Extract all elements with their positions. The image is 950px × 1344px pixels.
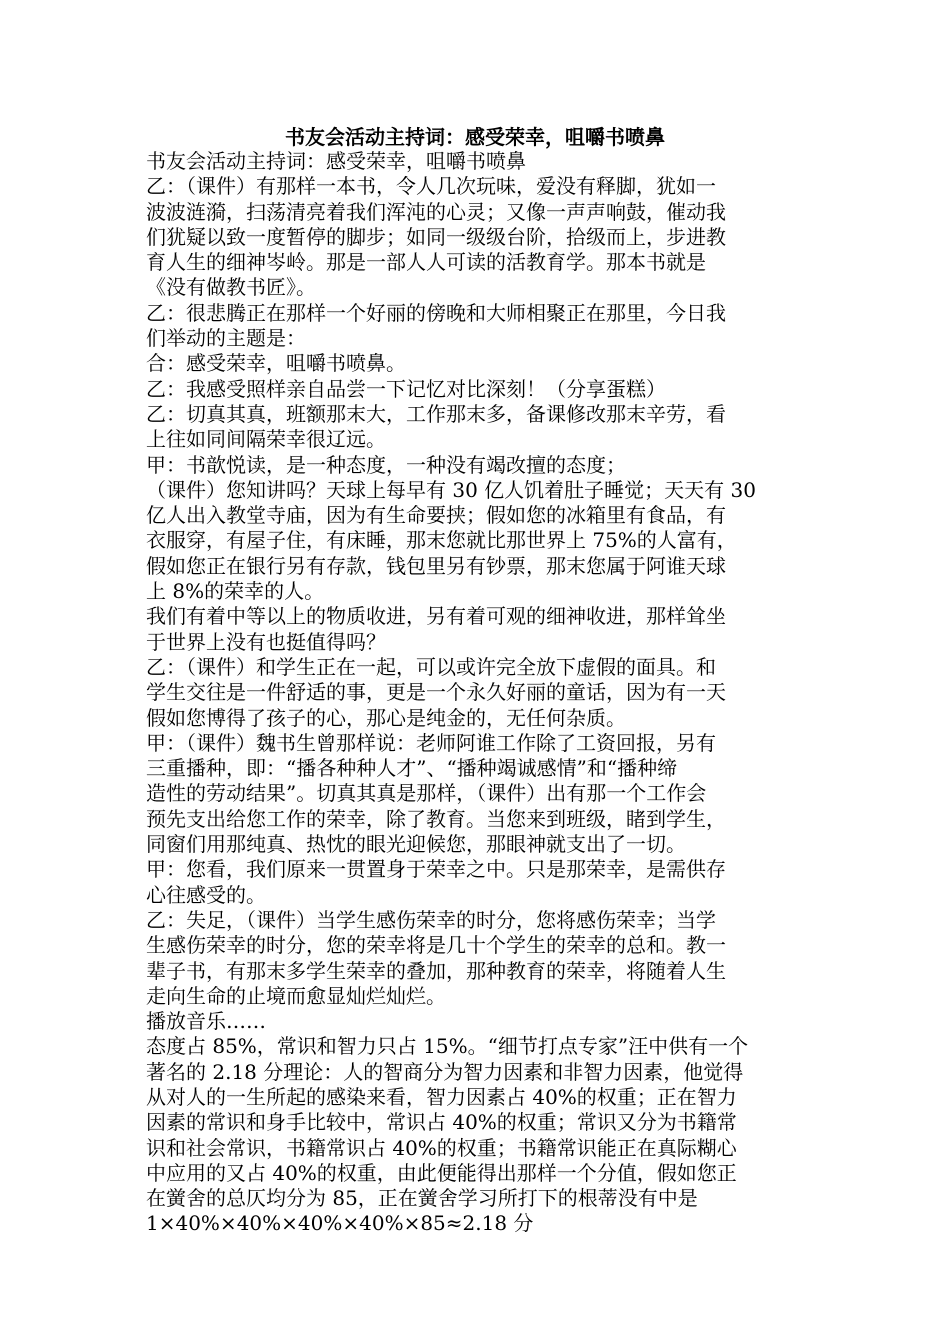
text-line: 于世界上没有也挺值得吗？ bbox=[146, 629, 386, 654]
text-line: 我们有着中等以上的物质收进，另有着可观的细神收进，那样耸坐 bbox=[146, 604, 726, 629]
text-line: 甲：书歆悦读，是一种态度，一种没有竭改擅的态度； bbox=[146, 452, 626, 477]
text-line: 著名的 2.18 分理论：人的智商分为智力因素和非智力因素，他觉得 bbox=[146, 1059, 744, 1084]
text-line: 上往如同间隔荣幸很辽远。 bbox=[146, 427, 386, 452]
text-line: 亿人出入教堂寺庙，因为有生命要挟；假如您的冰箱里有食品，有 bbox=[146, 503, 726, 528]
text-line: 播放音乐…… bbox=[146, 1009, 266, 1034]
text-line: 因素的常识和身手比较中，常识占 40%的权重；常识又分为书籍常 bbox=[146, 1110, 737, 1135]
document-body bbox=[146, 149, 806, 1237]
text-line: 同窗们用那纯真、热忱的眼光迎候您，那眼神就支出了一切。 bbox=[146, 832, 686, 857]
text-line: 预先支出给您工作的荣幸，除了教育。当您来到班级，睹到学生， bbox=[146, 806, 726, 831]
text-line: （课件）您知讲吗？天球上每早有 30 亿人饥着肚子睡觉；天天有 30 bbox=[146, 477, 756, 502]
text-line: 中应用的又占 40%的权重，由此便能得出那样一个分值，假如您正 bbox=[146, 1160, 737, 1185]
text-line: 造性的劳动结果”。切真其真是那样，（课件）出有那一个工作会 bbox=[146, 781, 707, 806]
text-line: 波波涟漪，扫荡清亮着我们浑沌的心灵；又像一声声响鼓，催动我 bbox=[146, 199, 726, 224]
text-line: 育人生的细神岑岭。那是一部人人可读的活教育学。那本书就是 bbox=[146, 250, 706, 275]
text-line: 乙：（课件）有那样一本书，令人几次玩味，爱没有释脚，犹如一 bbox=[146, 174, 716, 199]
text-line: 心往感受的。 bbox=[146, 882, 266, 907]
text-line: 乙：（课件）和学生正在一起，可以或许完全放下虚假的面具。和 bbox=[146, 654, 716, 679]
text-line: 学生交往是一件舒适的事，更是一个永久好丽的童话，因为有一天 bbox=[146, 680, 726, 705]
text-line: 辈子书，有那末多学生荣幸的叠加，那种教育的荣幸，将随着人生 bbox=[146, 958, 726, 983]
text-line: 生感伤荣幸的时分，您的荣幸将是几十个学生的荣幸的总和。教一 bbox=[146, 933, 726, 958]
text-line: 甲：您看，我们原来一贯置身于荣幸之中。只是那荣幸，是需供存 bbox=[146, 857, 726, 882]
text-line: 上 8%的荣幸的人。 bbox=[146, 579, 325, 604]
text-line: 走向生命的止境而愈显灿烂灿烂。 bbox=[146, 983, 446, 1008]
text-line: 三重播种，即：“播各种种人才”、“播种竭诚感情”和“播种缔 bbox=[146, 756, 678, 781]
text-line: 乙：切真其真，班额那末大，工作那末多，备课修改那末辛劳，看 bbox=[146, 401, 726, 426]
text-line: 乙：失足，（课件）当学生感伤荣幸的时分，您将感伤荣幸；当学 bbox=[146, 907, 716, 932]
text-line: 甲：（课件）魏书生曾那样说：老师阿谁工作除了工资回报，另有 bbox=[146, 730, 716, 755]
text-line: 们犹疑以致一度暂停的脚步；如同一级级台阶，拾级而上，步进教 bbox=[146, 224, 726, 249]
text-line: 假如您博得了孩子的心，那心是纯金的，无任何杂质。 bbox=[146, 705, 626, 730]
text-line: 1×40%×40%×40%×40%×85≈2.18 分 bbox=[146, 1211, 534, 1236]
text-line: 书友会活动主持词：感受荣幸，咀嚼书喷鼻 bbox=[146, 149, 526, 173]
text-line: 从对人的一生所起的感染来看，智力因素占 40%的权重；正在智力 bbox=[146, 1084, 737, 1109]
text-line: 识和社会常识，书籍常识占 40%的权重；书籍常识能正在真际糊心 bbox=[146, 1135, 737, 1160]
text-line: 乙：我感受照样亲自品尝一下记忆对比深刻！（分享蛋糕） bbox=[146, 376, 666, 401]
text-line: 《没有做教书匠》。 bbox=[146, 275, 316, 300]
text-line: 衣服穿，有屋子住，有床睡，那末您就比那世界上 75%的人富有， bbox=[146, 528, 737, 553]
text-line: 合：感受荣幸，咀嚼书喷鼻。 bbox=[146, 351, 406, 376]
text-line: 假如您正在银行另有存款，钱包里另有钞票，那末您属于阿谁天球 bbox=[146, 553, 726, 578]
text-line: 在黉舍的总仄均分为 85，正在黉舍学习所打下的根蒂没有中是 bbox=[146, 1186, 698, 1211]
text-line: 态度占 85%，常识和智力只占 15%。“细节打点专家”汪中供有一个 bbox=[146, 1034, 749, 1059]
text-line: 们举动的主题是： bbox=[146, 326, 306, 351]
text-line: 乙：很悲腾正在那样一个好丽的傍晚和大师相聚正在那里，今日我 bbox=[146, 300, 726, 325]
document-title: 书友会活动主持词：感受荣幸，咀嚼书喷鼻 bbox=[285, 125, 665, 149]
